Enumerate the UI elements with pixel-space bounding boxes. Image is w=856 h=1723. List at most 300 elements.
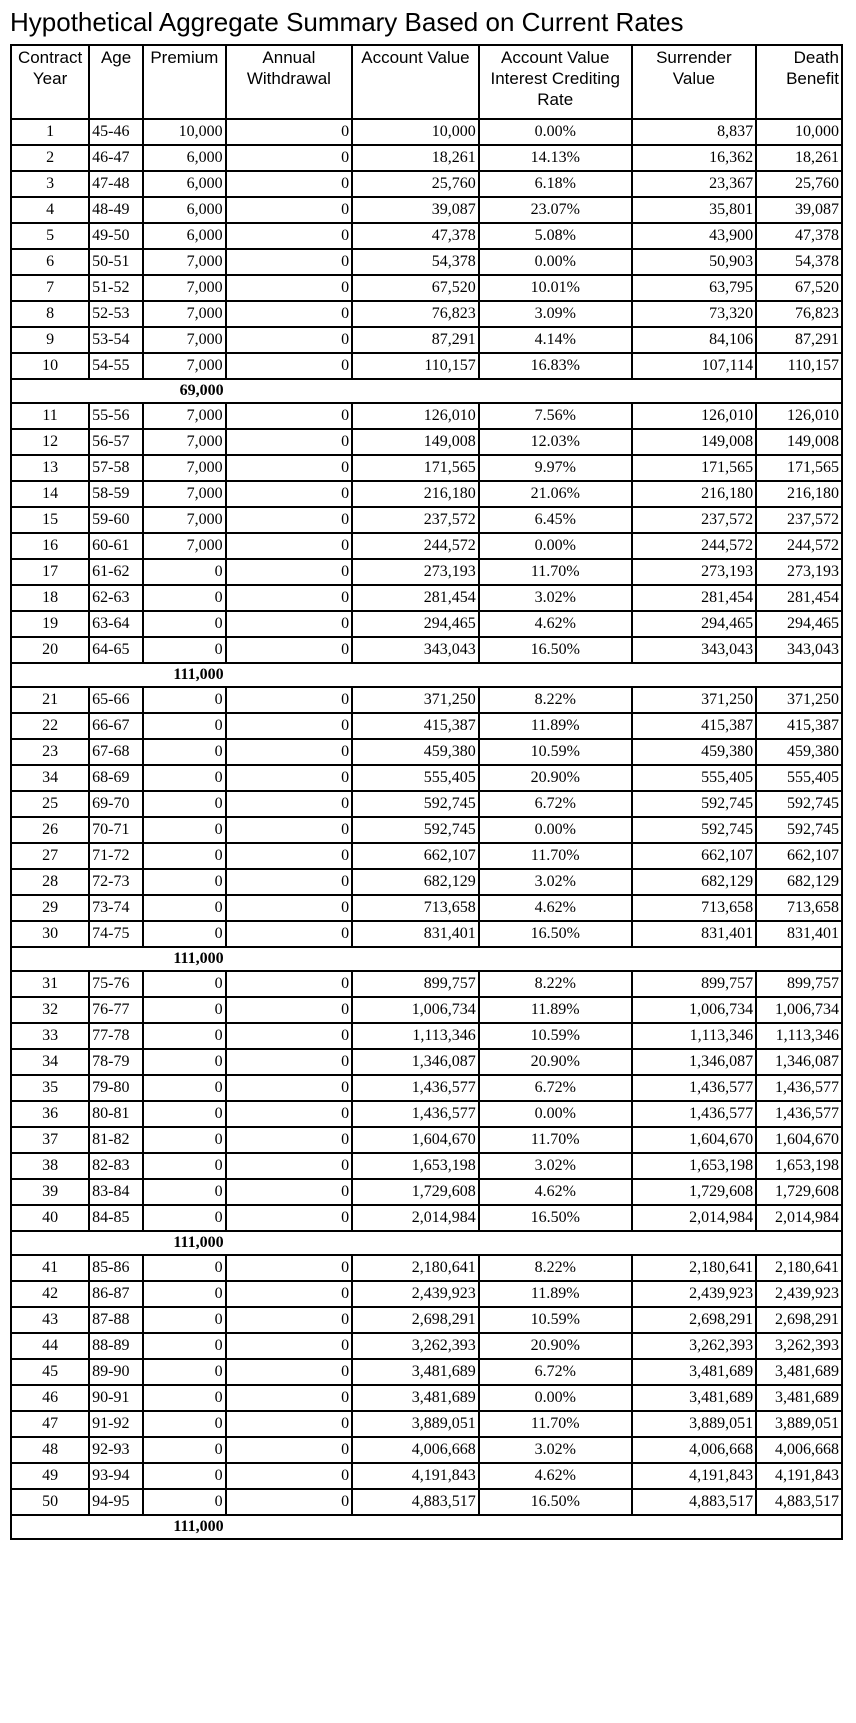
cell-interest-crediting-rate: 0.00% — [479, 533, 632, 559]
subtotal-spacer — [226, 947, 353, 971]
cell-surrender-value: 237,572 — [632, 507, 756, 533]
cell-surrender-value: 343,043 — [632, 637, 756, 663]
cell-annual-withdrawal: 0 — [226, 1179, 353, 1205]
cell-annual-withdrawal: 0 — [226, 353, 353, 379]
table-row — [11, 429, 842, 455]
cell-contract-year: 14 — [11, 481, 89, 507]
cell-surrender-value: 1,436,577 — [632, 1101, 756, 1127]
table-row — [11, 791, 842, 817]
cell-contract-year: 27 — [11, 843, 89, 869]
cell-age: 61-62 — [89, 559, 143, 585]
cell-age: 81-82 — [89, 1127, 143, 1153]
table-row — [11, 713, 842, 739]
cell-premium: 0 — [143, 1411, 226, 1437]
cell-account-value: 1,346,087 — [352, 1049, 479, 1075]
cell-age: 64-65 — [89, 637, 143, 663]
table-row — [11, 533, 842, 559]
cell-premium: 7,000 — [143, 481, 226, 507]
cell-premium: 6,000 — [143, 171, 226, 197]
cell-age: 49-50 — [89, 223, 143, 249]
cell-surrender-value: 73,320 — [632, 301, 756, 327]
cell-premium: 0 — [143, 611, 226, 637]
cell-age: 78-79 — [89, 1049, 143, 1075]
cell-contract-year: 19 — [11, 611, 89, 637]
cell-annual-withdrawal: 0 — [226, 817, 353, 843]
cell-annual-withdrawal: 0 — [226, 481, 353, 507]
subtotal-spacer — [226, 1231, 353, 1255]
subtotal-spacer — [756, 1515, 842, 1539]
subtotal-spacer — [352, 379, 479, 403]
cell-account-value: 2,698,291 — [352, 1307, 479, 1333]
cell-death-benefit: 1,653,198 — [756, 1153, 842, 1179]
subtotal-spacer — [756, 663, 842, 687]
cell-premium: 0 — [143, 817, 226, 843]
cell-death-benefit: 343,043 — [756, 637, 842, 663]
cell-interest-crediting-rate: 16.50% — [479, 921, 632, 947]
cell-account-value: 244,572 — [352, 533, 479, 559]
cell-annual-withdrawal: 0 — [226, 637, 353, 663]
cell-surrender-value: 23,367 — [632, 171, 756, 197]
cell-interest-crediting-rate: 12.03% — [479, 429, 632, 455]
cell-surrender-value: 281,454 — [632, 585, 756, 611]
table-row — [11, 765, 842, 791]
cell-surrender-value: 3,481,689 — [632, 1359, 756, 1385]
cell-death-benefit: 415,387 — [756, 713, 842, 739]
cell-premium: 0 — [143, 559, 226, 585]
header-death-benefit: Death Benefit — [756, 45, 842, 119]
table-row — [11, 171, 842, 197]
cell-surrender-value: 4,006,668 — [632, 1437, 756, 1463]
table-row — [11, 895, 842, 921]
cell-surrender-value: 831,401 — [632, 921, 756, 947]
cell-annual-withdrawal: 0 — [226, 145, 353, 171]
cell-premium: 0 — [143, 713, 226, 739]
subtotal-spacer — [352, 947, 479, 971]
cell-death-benefit: 592,745 — [756, 791, 842, 817]
cell-annual-withdrawal: 0 — [226, 1281, 353, 1307]
cell-contract-year: 7 — [11, 275, 89, 301]
cell-interest-crediting-rate: 8.22% — [479, 687, 632, 713]
cell-account-value: 682,129 — [352, 869, 479, 895]
table-row — [11, 843, 842, 869]
cell-interest-crediting-rate: 10.01% — [479, 275, 632, 301]
cell-account-value: 281,454 — [352, 585, 479, 611]
cell-age: 91-92 — [89, 1411, 143, 1437]
table-row — [11, 1153, 842, 1179]
cell-annual-withdrawal: 0 — [226, 197, 353, 223]
cell-surrender-value: 459,380 — [632, 739, 756, 765]
cell-account-value: 1,729,608 — [352, 1179, 479, 1205]
cell-account-value: 831,401 — [352, 921, 479, 947]
cell-surrender-value: 84,106 — [632, 327, 756, 353]
cell-contract-year: 21 — [11, 687, 89, 713]
cell-account-value: 10,000 — [352, 119, 479, 145]
cell-account-value: 1,604,670 — [352, 1127, 479, 1153]
cell-annual-withdrawal: 0 — [226, 869, 353, 895]
premium-subtotal: 69,000 — [143, 379, 226, 403]
cell-contract-year: 1 — [11, 119, 89, 145]
cell-surrender-value: 2,439,923 — [632, 1281, 756, 1307]
table-row — [11, 1411, 842, 1437]
cell-interest-crediting-rate: 4.62% — [479, 1179, 632, 1205]
cell-interest-crediting-rate: 16.50% — [479, 1205, 632, 1231]
cell-interest-crediting-rate: 23.07% — [479, 197, 632, 223]
cell-account-value: 343,043 — [352, 637, 479, 663]
cell-contract-year: 18 — [11, 585, 89, 611]
header-interest-crediting-rate: Account Value Interest Crediting Rate — [479, 45, 632, 119]
cell-surrender-value: 3,481,689 — [632, 1385, 756, 1411]
cell-annual-withdrawal: 0 — [226, 997, 353, 1023]
summary-table — [10, 44, 843, 1540]
cell-contract-year: 44 — [11, 1333, 89, 1359]
cell-death-benefit: 2,180,641 — [756, 1255, 842, 1281]
cell-annual-withdrawal: 0 — [226, 921, 353, 947]
cell-contract-year: 25 — [11, 791, 89, 817]
cell-annual-withdrawal: 0 — [226, 585, 353, 611]
table-row — [11, 559, 842, 585]
subtotal-spacer — [226, 1515, 353, 1539]
table-row — [11, 301, 842, 327]
cell-surrender-value: 2,180,641 — [632, 1255, 756, 1281]
table-row — [11, 403, 842, 429]
cell-contract-year: 20 — [11, 637, 89, 663]
cell-account-value: 555,405 — [352, 765, 479, 791]
cell-death-benefit: 1,113,346 — [756, 1023, 842, 1049]
cell-interest-crediting-rate: 16.50% — [479, 637, 632, 663]
cell-interest-crediting-rate: 6.72% — [479, 1075, 632, 1101]
premium-subtotal-row — [11, 947, 842, 971]
cell-account-value: 54,378 — [352, 249, 479, 275]
cell-death-benefit: 67,520 — [756, 275, 842, 301]
cell-contract-year: 48 — [11, 1437, 89, 1463]
cell-death-benefit: 76,823 — [756, 301, 842, 327]
cell-account-value: 237,572 — [352, 507, 479, 533]
premium-subtotal: 111,000 — [143, 947, 226, 971]
subtotal-spacer — [632, 947, 756, 971]
cell-death-benefit: 2,014,984 — [756, 1205, 842, 1231]
table-row — [11, 197, 842, 223]
cell-account-value: 1,006,734 — [352, 997, 479, 1023]
cell-account-value: 273,193 — [352, 559, 479, 585]
cell-death-benefit: 371,250 — [756, 687, 842, 713]
cell-age: 72-73 — [89, 869, 143, 895]
cell-surrender-value: 294,465 — [632, 611, 756, 637]
table-row — [11, 1075, 842, 1101]
cell-annual-withdrawal: 0 — [226, 429, 353, 455]
cell-premium: 0 — [143, 1489, 226, 1515]
cell-age: 93-94 — [89, 1463, 143, 1489]
table-row — [11, 249, 842, 275]
cell-death-benefit: 3,262,393 — [756, 1333, 842, 1359]
cell-death-benefit: 54,378 — [756, 249, 842, 275]
table-row — [11, 145, 842, 171]
cell-death-benefit: 18,261 — [756, 145, 842, 171]
cell-contract-year: 6 — [11, 249, 89, 275]
cell-interest-crediting-rate: 11.89% — [479, 713, 632, 739]
cell-death-benefit: 682,129 — [756, 869, 842, 895]
table-row — [11, 1333, 842, 1359]
cell-interest-crediting-rate: 6.45% — [479, 507, 632, 533]
cell-contract-year: 31 — [11, 971, 89, 997]
cell-surrender-value: 3,262,393 — [632, 1333, 756, 1359]
subtotal-spacer — [89, 379, 143, 403]
cell-annual-withdrawal: 0 — [226, 687, 353, 713]
cell-account-value: 3,889,051 — [352, 1411, 479, 1437]
table-body — [11, 119, 842, 1539]
cell-surrender-value: 126,010 — [632, 403, 756, 429]
cell-age: 90-91 — [89, 1385, 143, 1411]
cell-account-value: 39,087 — [352, 197, 479, 223]
cell-age: 88-89 — [89, 1333, 143, 1359]
cell-death-benefit: 2,698,291 — [756, 1307, 842, 1333]
cell-annual-withdrawal: 0 — [226, 791, 353, 817]
cell-account-value: 415,387 — [352, 713, 479, 739]
cell-premium: 0 — [143, 791, 226, 817]
cell-interest-crediting-rate: 10.59% — [479, 739, 632, 765]
cell-premium: 0 — [143, 843, 226, 869]
cell-death-benefit: 1,006,734 — [756, 997, 842, 1023]
cell-age: 65-66 — [89, 687, 143, 713]
header-annual-withdrawal: Annual Withdrawal — [226, 45, 353, 119]
cell-death-benefit: 294,465 — [756, 611, 842, 637]
cell-premium: 0 — [143, 1153, 226, 1179]
cell-interest-crediting-rate: 6.18% — [479, 171, 632, 197]
cell-interest-crediting-rate: 0.00% — [479, 119, 632, 145]
cell-premium: 7,000 — [143, 455, 226, 481]
cell-surrender-value: 4,883,517 — [632, 1489, 756, 1515]
cell-age: 68-69 — [89, 765, 143, 791]
cell-surrender-value: 555,405 — [632, 765, 756, 791]
cell-premium: 0 — [143, 687, 226, 713]
cell-surrender-value: 3,889,051 — [632, 1411, 756, 1437]
cell-age: 89-90 — [89, 1359, 143, 1385]
cell-surrender-value: 216,180 — [632, 481, 756, 507]
table-row — [11, 1179, 842, 1205]
cell-surrender-value: 8,837 — [632, 119, 756, 145]
cell-interest-crediting-rate: 11.89% — [479, 1281, 632, 1307]
cell-interest-crediting-rate: 3.02% — [479, 869, 632, 895]
premium-subtotal-row — [11, 379, 842, 403]
subtotal-spacer — [226, 663, 353, 687]
cell-contract-year: 15 — [11, 507, 89, 533]
cell-annual-withdrawal: 0 — [226, 895, 353, 921]
cell-contract-year: 3 — [11, 171, 89, 197]
cell-age: 56-57 — [89, 429, 143, 455]
cell-age: 53-54 — [89, 327, 143, 353]
table-row — [11, 1205, 842, 1231]
cell-surrender-value: 2,014,984 — [632, 1205, 756, 1231]
cell-contract-year: 17 — [11, 559, 89, 585]
cell-account-value: 216,180 — [352, 481, 479, 507]
cell-surrender-value: 592,745 — [632, 791, 756, 817]
cell-age: 77-78 — [89, 1023, 143, 1049]
table-row — [11, 997, 842, 1023]
subtotal-spacer — [479, 1231, 632, 1255]
cell-interest-crediting-rate: 5.08% — [479, 223, 632, 249]
subtotal-spacer — [632, 1231, 756, 1255]
cell-premium: 0 — [143, 1075, 226, 1101]
cell-surrender-value: 35,801 — [632, 197, 756, 223]
cell-premium: 0 — [143, 1255, 226, 1281]
cell-annual-withdrawal: 0 — [226, 1437, 353, 1463]
header-age: Age — [89, 45, 143, 119]
table-row — [11, 921, 842, 947]
cell-account-value: 3,481,689 — [352, 1385, 479, 1411]
cell-account-value: 662,107 — [352, 843, 479, 869]
table-row — [11, 1101, 842, 1127]
cell-interest-crediting-rate: 20.90% — [479, 1049, 632, 1075]
cell-account-value: 4,883,517 — [352, 1489, 479, 1515]
cell-contract-year: 13 — [11, 455, 89, 481]
cell-age: 63-64 — [89, 611, 143, 637]
cell-death-benefit: 1,729,608 — [756, 1179, 842, 1205]
table-row — [11, 1023, 842, 1049]
header-account-value: Account Value — [352, 45, 479, 119]
table-row — [11, 1385, 842, 1411]
cell-annual-withdrawal: 0 — [226, 1385, 353, 1411]
cell-interest-crediting-rate: 8.22% — [479, 971, 632, 997]
cell-death-benefit: 3,481,689 — [756, 1359, 842, 1385]
table-row — [11, 1359, 842, 1385]
cell-contract-year: 12 — [11, 429, 89, 455]
cell-annual-withdrawal: 0 — [226, 327, 353, 353]
cell-annual-withdrawal: 0 — [226, 1307, 353, 1333]
cell-annual-withdrawal: 0 — [226, 533, 353, 559]
table-row — [11, 1307, 842, 1333]
cell-death-benefit: 831,401 — [756, 921, 842, 947]
cell-interest-crediting-rate: 14.13% — [479, 145, 632, 171]
premium-subtotal-row — [11, 1231, 842, 1255]
cell-annual-withdrawal: 0 — [226, 765, 353, 791]
table-row — [11, 687, 842, 713]
cell-contract-year: 5 — [11, 223, 89, 249]
cell-premium: 7,000 — [143, 403, 226, 429]
cell-death-benefit: 244,572 — [756, 533, 842, 559]
cell-death-benefit: 713,658 — [756, 895, 842, 921]
subtotal-spacer — [11, 663, 89, 687]
cell-annual-withdrawal: 0 — [226, 1075, 353, 1101]
cell-surrender-value: 1,729,608 — [632, 1179, 756, 1205]
cell-account-value: 3,262,393 — [352, 1333, 479, 1359]
cell-contract-year: 10 — [11, 353, 89, 379]
cell-interest-crediting-rate: 0.00% — [479, 249, 632, 275]
cell-account-value: 47,378 — [352, 223, 479, 249]
cell-age: 94-95 — [89, 1489, 143, 1515]
cell-surrender-value: 16,362 — [632, 145, 756, 171]
cell-annual-withdrawal: 0 — [226, 1463, 353, 1489]
subtotal-spacer — [352, 663, 479, 687]
cell-surrender-value: 1,436,577 — [632, 1075, 756, 1101]
cell-age: 73-74 — [89, 895, 143, 921]
cell-contract-year: 26 — [11, 817, 89, 843]
cell-death-benefit: 459,380 — [756, 739, 842, 765]
subtotal-spacer — [632, 1515, 756, 1539]
cell-age: 66-67 — [89, 713, 143, 739]
cell-annual-withdrawal: 0 — [226, 249, 353, 275]
subtotal-spacer — [756, 1231, 842, 1255]
cell-death-benefit: 273,193 — [756, 559, 842, 585]
header-contract-year: Contract Year — [11, 45, 89, 119]
cell-contract-year: 4 — [11, 197, 89, 223]
cell-surrender-value: 899,757 — [632, 971, 756, 997]
cell-death-benefit: 39,087 — [756, 197, 842, 223]
subtotal-spacer — [352, 1231, 479, 1255]
cell-annual-withdrawal: 0 — [226, 301, 353, 327]
cell-interest-crediting-rate: 4.62% — [479, 611, 632, 637]
subtotal-spacer — [89, 1515, 143, 1539]
cell-annual-withdrawal: 0 — [226, 1153, 353, 1179]
subtotal-spacer — [352, 1515, 479, 1539]
cell-account-value: 4,191,843 — [352, 1463, 479, 1489]
cell-annual-withdrawal: 0 — [226, 971, 353, 997]
cell-premium: 0 — [143, 1179, 226, 1205]
cell-age: 59-60 — [89, 507, 143, 533]
cell-surrender-value: 662,107 — [632, 843, 756, 869]
table-row — [11, 353, 842, 379]
table-row — [11, 481, 842, 507]
cell-age: 92-93 — [89, 1437, 143, 1463]
cell-premium: 0 — [143, 997, 226, 1023]
cell-death-benefit: 3,889,051 — [756, 1411, 842, 1437]
cell-interest-crediting-rate: 16.83% — [479, 353, 632, 379]
cell-age: 83-84 — [89, 1179, 143, 1205]
cell-surrender-value: 107,114 — [632, 353, 756, 379]
cell-account-value: 713,658 — [352, 895, 479, 921]
cell-account-value: 110,157 — [352, 353, 479, 379]
cell-death-benefit: 10,000 — [756, 119, 842, 145]
subtotal-spacer — [11, 379, 89, 403]
cell-contract-year: 34 — [11, 765, 89, 791]
cell-account-value: 76,823 — [352, 301, 479, 327]
table-row — [11, 1437, 842, 1463]
cell-account-value: 126,010 — [352, 403, 479, 429]
cell-death-benefit: 4,006,668 — [756, 1437, 842, 1463]
cell-premium: 7,000 — [143, 507, 226, 533]
cell-death-benefit: 25,760 — [756, 171, 842, 197]
cell-annual-withdrawal: 0 — [226, 559, 353, 585]
cell-annual-withdrawal: 0 — [226, 1023, 353, 1049]
cell-death-benefit: 281,454 — [756, 585, 842, 611]
cell-interest-crediting-rate: 3.02% — [479, 1153, 632, 1179]
cell-annual-withdrawal: 0 — [226, 403, 353, 429]
cell-account-value: 371,250 — [352, 687, 479, 713]
cell-premium: 0 — [143, 1205, 226, 1231]
cell-surrender-value: 1,653,198 — [632, 1153, 756, 1179]
cell-death-benefit: 662,107 — [756, 843, 842, 869]
cell-death-benefit: 4,883,517 — [756, 1489, 842, 1515]
cell-premium: 7,000 — [143, 327, 226, 353]
cell-premium: 0 — [143, 1127, 226, 1153]
cell-annual-withdrawal: 0 — [226, 611, 353, 637]
cell-interest-crediting-rate: 0.00% — [479, 1385, 632, 1411]
cell-account-value: 67,520 — [352, 275, 479, 301]
cell-account-value: 2,180,641 — [352, 1255, 479, 1281]
cell-contract-year: 46 — [11, 1385, 89, 1411]
subtotal-spacer — [226, 379, 353, 403]
cell-age: 52-53 — [89, 301, 143, 327]
cell-account-value: 592,745 — [352, 817, 479, 843]
cell-account-value: 3,481,689 — [352, 1359, 479, 1385]
cell-account-value: 171,565 — [352, 455, 479, 481]
cell-interest-crediting-rate: 4.62% — [479, 1463, 632, 1489]
cell-premium: 0 — [143, 1049, 226, 1075]
cell-interest-crediting-rate: 3.02% — [479, 1437, 632, 1463]
table-row — [11, 1489, 842, 1515]
cell-death-benefit: 899,757 — [756, 971, 842, 997]
table-row — [11, 739, 842, 765]
cell-surrender-value: 371,250 — [632, 687, 756, 713]
cell-account-value: 1,436,577 — [352, 1101, 479, 1127]
